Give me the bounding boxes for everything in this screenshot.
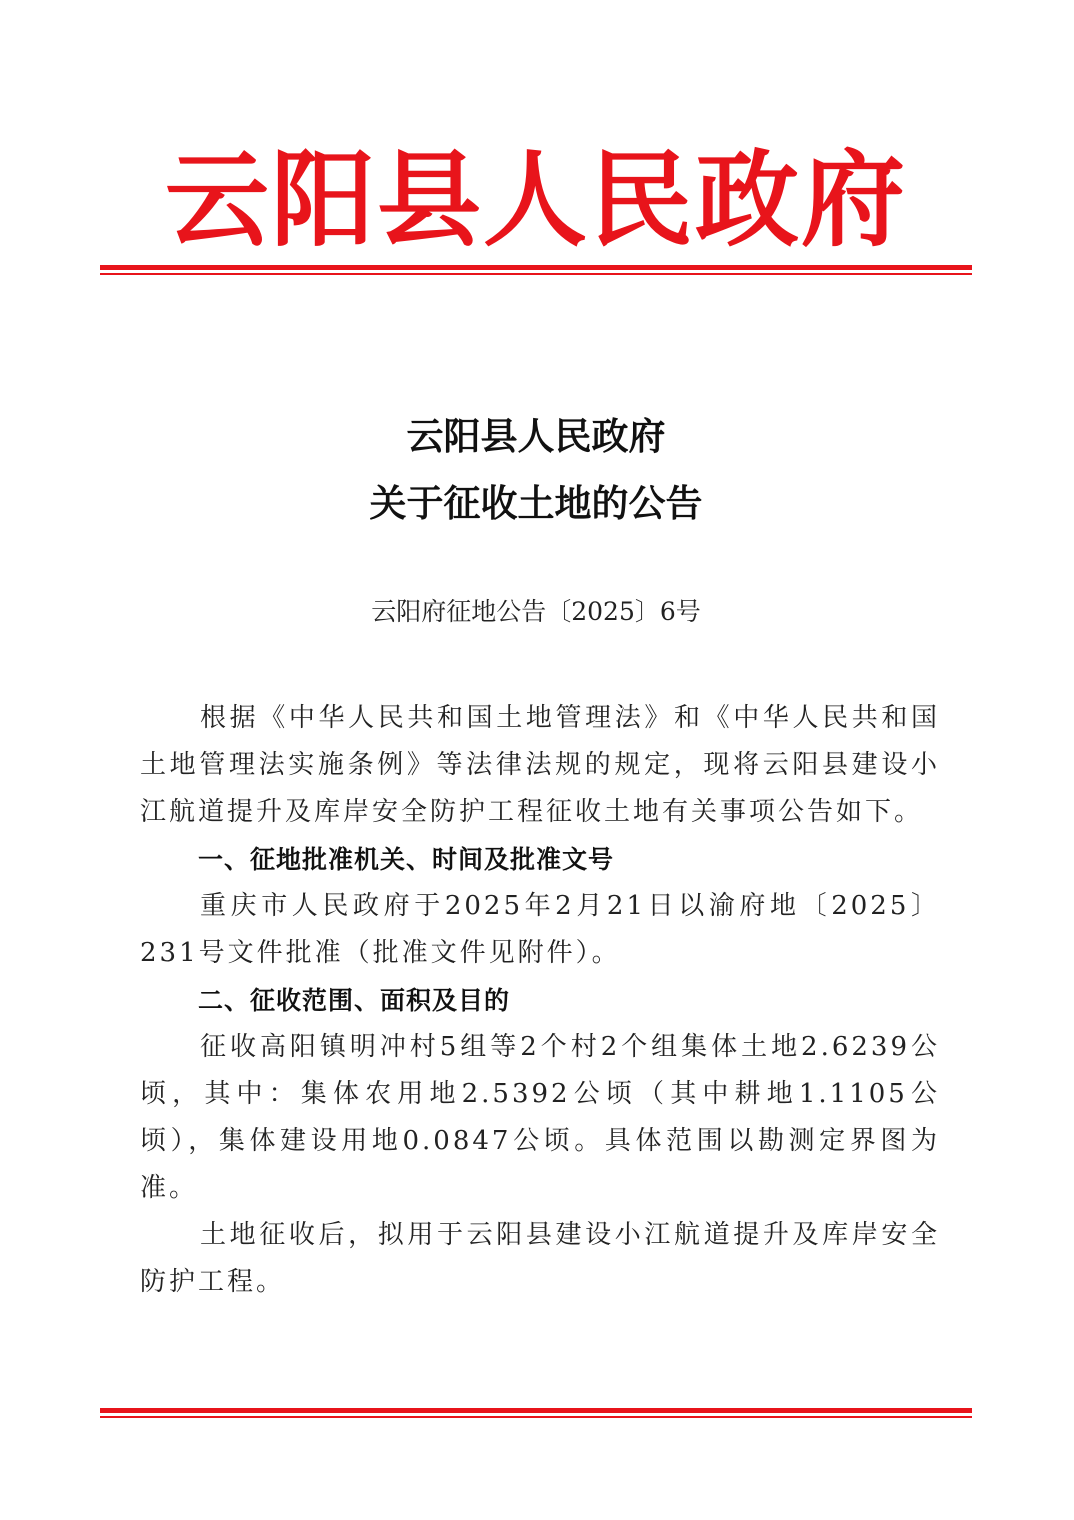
section-2-paragraph: 征收高阳镇明冲村5组等2个村2个组集体土地2.6239公顷，其中：集体农用地2.5392公顷（其中耕地1.1105公顷），集体建设用地0.0847公顷。具体范围以勘测定界图为准。 [140,1032,940,1203]
section-heading-2: 二、征收范围、面积及目的 [198,986,511,1015]
section-1-paragraph: 重庆市人民政府于2025年2月21日以渝府地〔2025〕231号文件批准（批准文件见附件）。 [140,891,940,968]
notice-title-line1: 云阳县人民政府 [406,414,666,458]
masthead-title: 云阳县人民政府 [164,138,907,261]
section-2-purpose-paragraph: 土地征收后，拟用于云阳县建设小江航道提升及库岸安全防护工程。 [140,1220,940,1297]
document-number: 云阳府征地公告〔2025〕6号 [371,597,701,626]
notice-body [140,695,940,1306]
masthead-rule-thin [100,273,972,275]
section-heading-1: 一、征地批准机关、时间及批准文号 [198,845,615,874]
intro-paragraph: 根据《中华人民共和国土地管理法》和《中华人民共和国土地管理法实施条例》等法律法规的规定，现将云阳县建设小江航道提升及库岸安全防护工程征收土地有关事项公告如下。 [140,703,940,827]
notice-title-line2: 关于征收土地的公告 [369,481,703,525]
footer-rule-thick [100,1408,972,1413]
masthead-rule-thick [100,265,972,270]
footer-rule-thin [100,1416,972,1418]
